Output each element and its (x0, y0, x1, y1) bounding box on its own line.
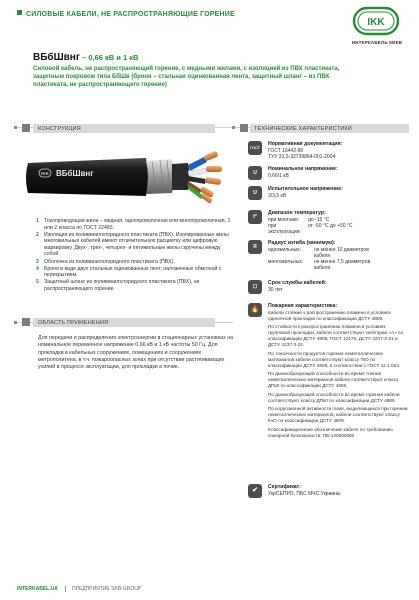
bend-radius-icon: R (248, 240, 262, 254)
svg-text:IKK: IKK (367, 17, 385, 28)
spec-bend-row (268, 259, 408, 272)
spec-bend-value: не менее 10 диаметров кабеля (314, 246, 369, 259)
construction-item-text: Токопроводящая жила – медная, однопроволочная или многопроволочная, 1 или 2 класса по ГОСТ 22483. (44, 218, 231, 231)
spec-service-value: 30 лет (268, 286, 283, 293)
construction-item (36, 259, 236, 266)
spec-fire-paragraph: По дымообразующей способности во время горения кабели соответствуют классу ДПк0 по классификации ДСТУ 4809. (268, 391, 400, 403)
construction-item-text: Оболочка из поливинилхлоридного пластиката (ПВХ). (44, 258, 175, 265)
spec-nominal-value: 0,66/1 кВ (268, 172, 289, 179)
footer-separator (65, 586, 66, 592)
construction-item (36, 232, 236, 258)
spec-service-title: Срок службы кабелей: (268, 280, 327, 286)
spec-certificate-title: Сертификат: (268, 484, 301, 490)
spec-fire-paragraph: По токсичности продуктов горения неметаллических материалов кабели соответствуют классу ТкО по классификации ДСТУ 4809, в соответствии с ГОСТ 12.1.044. (268, 350, 401, 368)
spec-normative-line: ТУУ 31.3-32739864-001-2004 (268, 153, 336, 160)
usage-heading: ОБЛАСТЬ ПРИМЕНЕНИЯ (38, 320, 109, 326)
spec-bend-value: не менее 7,5 диаметров кабеля (314, 259, 371, 272)
spec-normative (248, 141, 408, 160)
construction-item-number: 5 (36, 279, 39, 286)
spec-temperature-row (268, 223, 408, 236)
spec-bend-row (268, 247, 408, 260)
calendar-icon: ☐ (248, 280, 262, 294)
spec-normative-title: Нормативная документация: (268, 141, 343, 147)
spec-fire (248, 303, 408, 441)
document-icon: ГОСТ (248, 141, 262, 155)
spec-temperature (248, 210, 408, 235)
spec-certificate-value: УкрСЕПРО, ПБС МЧС Украины (268, 490, 341, 497)
construction-item-number: 2 (36, 231, 39, 238)
spec-fire-paragraph: Классификационное обозначение кабеля по требованию пожарной безопасности: ПБ-120000000. (268, 426, 393, 438)
spec-temperature-value: от -50 °С до +50 °С (308, 222, 353, 229)
footer-enterprise: ПРЕДПРИЯТИЕ SKB-GROUP (72, 586, 142, 592)
construction-item (36, 218, 236, 231)
footer-site-link[interactable]: INTERKABEL.UA (17, 586, 58, 592)
spec-normative-line: ГОСТ 16442-80 (268, 147, 304, 154)
product-voltage: – 0,66 кВ и 1 кВ (80, 53, 139, 62)
spec-test-voltage (248, 186, 408, 199)
spec-fire-paragraph: Кабели стойкие к распространению пламени в условиях одиночной прокладки по классификации ДСТУ 4809. (268, 309, 391, 321)
cable-label: ВБбШвнг (56, 169, 94, 178)
spec-nominal-title: Номинальное напряжение: (268, 166, 338, 172)
divider-marker (14, 126, 17, 129)
spec-certificate (248, 484, 408, 497)
spec-test-title: Испытательное напряжение: (268, 186, 343, 192)
construction-heading: КОНСТРУКЦИЯ (38, 126, 81, 132)
spec-test-value: 3/3,5 кВ (268, 192, 287, 199)
cable-logo-mark: IKK (41, 171, 49, 176)
spec-temperature-title: Диапазон температур: (268, 210, 326, 216)
spec-bend-key: одножильных: (268, 246, 301, 253)
logo-caption: ИНТЕРКАБЕЛЬ КИЕВ (351, 40, 403, 45)
product-title (33, 52, 363, 63)
company-logo (352, 6, 400, 36)
usage-text: Для передачи и распределения электроэнергии в стационарных установках на номинальное переменное напряжение 0,66 кВ и 1 кВ частоты 50 Гц. Для прокладки в кабельных сооружениях, помещениях и сооружениях метрополитена, в т.ч. пожароопасных зонах при отсутствии растягивающих усилий в процессе эксплуатации, для прокладки в почве. (38, 335, 234, 371)
construction-list (36, 218, 236, 293)
construction-item-text: Изоляция из поливинилхлоридного пластиката (ПВХ). Изолированные жилы многожильных кабелей имеют отличительную расцветку или цифровую маркировку. Двух-, трех-, четырех- и пятижильные жилы скручены между собой. (44, 231, 229, 258)
construction-item-number: 3 (36, 258, 39, 265)
divider-marker (14, 321, 17, 324)
specs-marker (240, 124, 248, 132)
spec-nominal-voltage (248, 166, 408, 179)
spec-fire-paragraph: По коррозионной активности газов, выделяющихся при горении неметаллических материалов, кабели соответствуют классу КчО по классификации ДСТУ 4809. (268, 406, 408, 423)
spec-fire-title: Пожарная характеристика: (268, 303, 338, 309)
spec-fire-paragraph: По стойкости к распространению пламени в условиях групповой прокладки, кабели соответствуют категории «А» по классификации ДСТУ 4809, ГОСТ 12176, ДСТУ 4237-3-21 и ДСТУ 4237-3-22. (268, 324, 404, 347)
spec-service-life (248, 280, 408, 293)
construction-item-number: 4 (36, 265, 39, 272)
construction-item-number: 1 (36, 218, 39, 224)
spec-temperature-key: при эксплуатации: (268, 222, 301, 236)
divider-marker (232, 126, 235, 129)
logo-icon (352, 6, 400, 36)
product-description: Силовой кабель, не распространяющий горение, с медными жилами, с изоляцией из ПВХ пластиката, защитным покровом типа БбШв (броня – стальная оцинкованная лента, защитный шланг – из ПВХ пластиката, не распространяющего горение) (33, 66, 340, 88)
spec-bend-title: Радиус изгиба (минимум): (268, 240, 336, 246)
cable-illustration (26, 141, 231, 216)
spec-temperature-key: при монтаже: (268, 216, 300, 223)
voltage-icon: U (248, 166, 262, 180)
spec-bend-radius (248, 240, 408, 272)
construction-item (36, 279, 236, 292)
usage-marker (22, 318, 30, 326)
construction-item-text: Защитный шланг из поливинилхлоридного пластиката (ПВХ), не распространяющего горение. (44, 279, 200, 292)
certificate-icon: ✔ (248, 484, 262, 498)
product-name: ВБбШвнг (33, 52, 80, 63)
construction-marker (22, 124, 30, 132)
flame-icon: 🔥 (248, 303, 262, 317)
title-block (33, 52, 363, 89)
thermometer-icon: t° (248, 210, 262, 224)
specs-heading: ТЕХНИЧЕСКИЕ ХАРАКТЕРИСТИКИ (254, 126, 352, 132)
spec-temperature-value: до -15 °С (308, 216, 330, 223)
construction-item (36, 266, 236, 279)
spec-fire-paragraph: По дымообразующей способности во время тления неметаллических материалов кабели соответствуют классу ДПк0 по классификации ДСТУ 4809. (268, 371, 399, 388)
spec-bend-key: многожильных: (268, 259, 304, 266)
test-voltage-icon: U (248, 186, 262, 200)
construction-item-text: Броня в виде двух стальных оцинкованных лент, наложенных обмоткой с перекрытием. (44, 265, 222, 279)
category-label: СИЛОВЫЕ КАБЕЛИ, НЕ РАСПРОСТРАНЯЮЩИЕ ГОРЕНИЕ (17, 10, 235, 18)
